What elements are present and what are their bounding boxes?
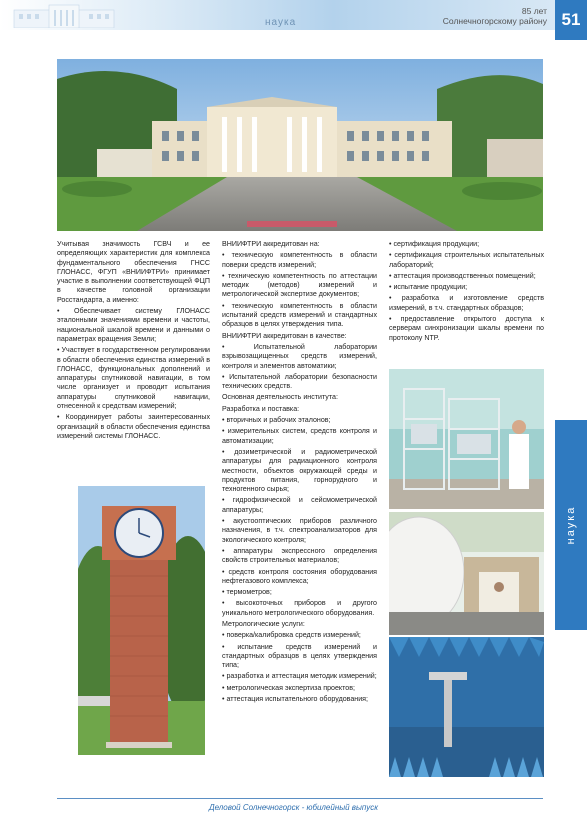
- list-item: • сертификация продукции;: [389, 240, 480, 248]
- list-item: • сертификация строительных испытательных лабораторий;: [389, 251, 544, 269]
- paragraph: • Обеспечивает систему ГЛОНАСС эталонными значениями времени и частоты, национальной шкалой времени и данными о параметрах вращения Земли;: [57, 307, 210, 343]
- list-item: • разработка и аттестация методик измерений;: [222, 672, 377, 681]
- paragraph: ВНИИФТРИ аккредитован в качестве:: [222, 331, 347, 340]
- anechoic-chamber-illustration: [389, 637, 544, 777]
- clock-tower-photo: [78, 486, 205, 755]
- institute-building-photo: [57, 59, 543, 231]
- list-item: • испытание средств измерений и стандартных образцов в целях утверждения типа;: [222, 642, 377, 670]
- text-column-1: [57, 240, 210, 443]
- list-item: • аттестация испытательного оборудования;: [222, 695, 368, 704]
- list-item: • Испытательной лаборатории безопасности технических средств.: [222, 372, 377, 391]
- header-building-graphic: [4, 2, 124, 28]
- paragraph: • Координирует работы заинтересованных организаций в области обеспечения единства измерений системы ГЛОНАСС.: [57, 413, 210, 440]
- list-item: • термометров;: [222, 588, 272, 597]
- footer-divider: [57, 798, 543, 799]
- paragraph: • Участвует в государственном регулировании в области обеспечения единства измерений в ГЛОНАСС, функциональных дополнений и аппаратуры спутниковой навигации, в том числе организует и проводит испытания аппаратуры спутниковой навигации, отнесенной к средствам измерений;: [57, 346, 210, 411]
- list-item: • разработка и изготовление средств измерений, в т.ч. стандартных образцов;: [389, 294, 544, 312]
- list-item: • предоставление открытого доступа к серверам синхронизации шкалы времени по протоколу NTP.: [389, 315, 544, 342]
- clock-tower-illustration: [78, 486, 205, 755]
- satellite-dish-photo: [389, 512, 544, 635]
- list-item: • испытание продукции;: [389, 283, 468, 292]
- list-item: • техническую компетентность в области поверки средств измерений;: [222, 251, 377, 269]
- subheading: Метрологические услуги:: [222, 619, 305, 628]
- list-item: • Испытательной лаборатории взрывозащищенных средств измерений, контроля и элементов автоматики;: [222, 342, 377, 370]
- laboratory-illustration: [389, 369, 544, 509]
- list-item: • гидрофизической и сейсмометрической аппаратуры;: [222, 496, 377, 514]
- satellite-dish-illustration: [389, 512, 544, 635]
- side-tab-label: наука: [565, 505, 577, 545]
- list-item: • дозиметрической и радиометрической аппаратуры для радиационного контроля местности, объектов окружающей среды и продуктов питания, горнорудного и техногенного сырья;: [222, 447, 377, 494]
- subheading: Основная деятельность института:: [222, 393, 338, 402]
- text-column-2: [222, 240, 377, 706]
- paragraph: Учитывая значимость ГСВЧ и ее определяющих характеристик для комплекса фундаментального обеспечения ГНСС ГЛОНАСС, ФГУП «ВНИИФТРИ» принимает участие в выполнении соответствующей ФЦП в качестве головной организации Росстандарта, а именно:: [57, 240, 210, 304]
- list-item: • аппаратуры экспрессного определения свойств строительных материалов;: [222, 546, 377, 565]
- page-header: [0, 0, 587, 44]
- list-item: • техническую компетентность в области испытаний средств измерений и стандартных образцов в целях утверждения типа.: [222, 301, 377, 329]
- list-item: • вторичных и рабочих эталонов;: [222, 416, 331, 425]
- list-item: • метрологическая экспертиза проектов;: [222, 683, 355, 692]
- building-illustration: [57, 59, 543, 231]
- subheading: Разработка и поставка:: [222, 404, 300, 413]
- list-item: • акустооптических приборов различного назначения, в т.ч. спектроанализаторов для экологического контроля;: [222, 517, 377, 544]
- page-number: 51: [555, 0, 587, 40]
- anniversary-district: Солнечногорскому району: [442, 16, 547, 26]
- list-item: • аттестация производственных помещений;: [389, 271, 536, 280]
- laboratory-photo: [389, 369, 544, 509]
- header-section-title: наука: [265, 17, 297, 28]
- list-item: • техническую компетентность по аттестации методик (методов) измерений и метрологической экспертизе документов;: [222, 271, 377, 299]
- list-item: • измерительных систем, средств контроля и автоматизации;: [222, 427, 377, 445]
- section-side-tab: [555, 420, 587, 630]
- list-item: • поверка/калибровка средств измерений;: [222, 631, 361, 640]
- list-item: • средств контроля состояния оборудования нефтегазового комплекса;: [222, 567, 377, 585]
- page-footer: Деловой Солнечногорск - юбилейный выпуск: [208, 803, 379, 812]
- anniversary-years: 85 лет: [521, 6, 547, 16]
- header-anniversary: [443, 6, 547, 26]
- text-column-3: [389, 240, 544, 345]
- anechoic-chamber-photo: [389, 637, 544, 777]
- list-item: • высокоточных приборов и другого уникального метрологического оборудования.: [222, 599, 377, 617]
- paragraph: ВНИИФТРИ аккредитован на:: [222, 240, 320, 248]
